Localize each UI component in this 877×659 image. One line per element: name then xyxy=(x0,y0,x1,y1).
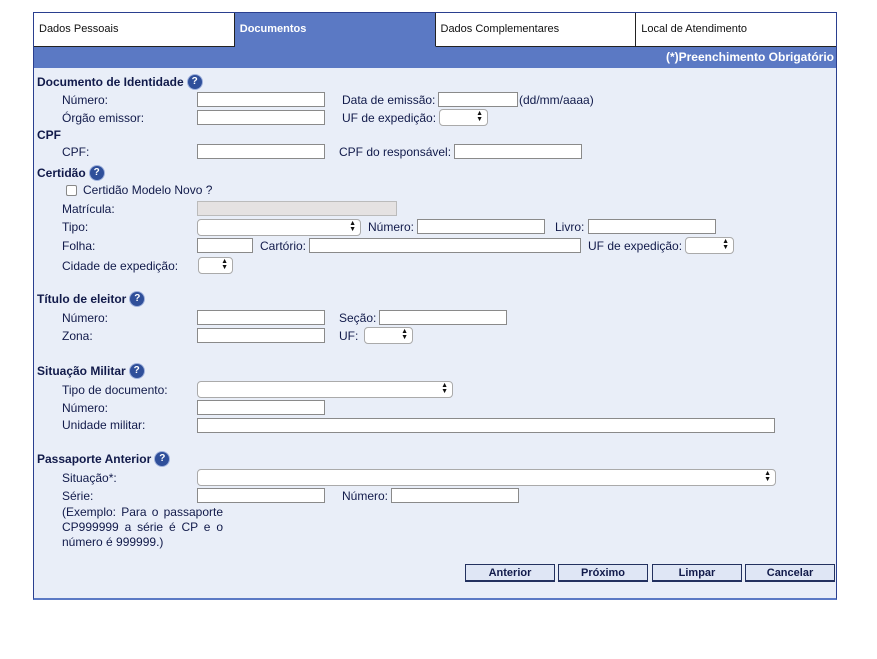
select-arrows-icon: ▲ ▼ xyxy=(764,470,771,483)
section-militar-label: Situação Militar xyxy=(37,364,126,378)
select-arrows-icon: ▲ ▼ xyxy=(401,328,408,341)
help-icon[interactable]: ? xyxy=(188,75,202,89)
limpar-button[interactable]: Limpar xyxy=(652,564,742,582)
situacao-select[interactable] xyxy=(197,469,776,486)
tab-bar xyxy=(34,13,836,47)
section-cpf-title: CPF xyxy=(37,128,61,142)
certidao-numero-input[interactable] xyxy=(417,219,545,234)
certidao-modelo-novo-checkbox[interactable] xyxy=(66,185,77,196)
cpf-responsavel-label: CPF do responsável: xyxy=(339,145,452,159)
certidao-tipo-select[interactable] xyxy=(197,219,361,236)
cartorio-label: Cartório: xyxy=(260,239,307,253)
select-arrows-icon: ▲ ▼ xyxy=(349,220,356,233)
anterior-button[interactable]: Anterior xyxy=(465,564,555,582)
serie-input[interactable] xyxy=(197,488,325,503)
data-emissao-input[interactable] xyxy=(438,92,518,107)
select-arrows-icon: ▲ ▼ xyxy=(441,382,448,395)
cidade-expedicao-label: Cidade de expedição: xyxy=(62,259,179,273)
titulo-numero-label: Número: xyxy=(62,311,109,325)
tipo-documento-label: Tipo de documento: xyxy=(62,383,168,397)
cpf-label: CPF: xyxy=(62,145,90,159)
identidade-uf-select[interactable] xyxy=(439,109,488,126)
proximo-button[interactable]: Próximo xyxy=(558,564,648,582)
section-passaporte-label: Passaporte Anterior xyxy=(37,452,152,466)
militar-numero-label: Número: xyxy=(62,401,109,415)
tab-documentos[interactable]: Documentos xyxy=(235,13,436,47)
identidade-uf-label: UF de expedição: xyxy=(342,111,437,125)
tab-dados-pessoais[interactable]: Dados Pessoais xyxy=(34,13,235,47)
form-panel xyxy=(33,12,837,600)
secao-input[interactable] xyxy=(379,310,507,325)
section-passaporte-title xyxy=(37,452,169,466)
select-arrows-icon: ▲ ▼ xyxy=(722,238,729,251)
militar-numero-input[interactable] xyxy=(197,400,325,415)
data-format-hint: (dd/mm/aaaa) xyxy=(519,93,594,107)
cpf-responsavel-input[interactable] xyxy=(454,144,582,159)
certidao-uf-select[interactable] xyxy=(685,237,734,254)
zona-label: Zona: xyxy=(62,329,93,343)
folha-label: Folha: xyxy=(62,239,96,253)
tab-local-atendimento[interactable]: Local de Atendimento xyxy=(636,13,836,47)
cancelar-button[interactable]: Cancelar xyxy=(745,564,835,582)
tipo-documento-select[interactable] xyxy=(197,381,453,398)
passaporte-numero-input[interactable] xyxy=(391,488,519,503)
titulo-uf-label: UF: xyxy=(339,329,359,343)
zona-input[interactable] xyxy=(197,328,325,343)
titulo-numero-input[interactable] xyxy=(197,310,325,325)
section-identidade-title xyxy=(37,75,202,89)
help-icon[interactable]: ? xyxy=(155,452,169,466)
certidao-numero-label: Número: xyxy=(368,220,415,234)
data-emissao-label: Data de emissão: xyxy=(342,93,436,107)
help-icon[interactable]: ? xyxy=(130,364,144,378)
titulo-uf-select[interactable] xyxy=(364,327,413,344)
section-certidao-label: Certidão xyxy=(37,166,86,180)
passaporte-example-note: (Exemplo: Para o passaporte CP999999 a série é CP e o número é 999999.) xyxy=(62,505,223,549)
certidao-uf-label: UF de expedição: xyxy=(588,239,683,253)
matricula-label: Matrícula: xyxy=(62,202,115,216)
orgao-emissor-input[interactable] xyxy=(197,110,325,125)
cartorio-input[interactable] xyxy=(309,238,581,253)
unidade-militar-label: Unidade militar: xyxy=(62,418,146,432)
identidade-numero-input[interactable] xyxy=(197,92,325,107)
section-titulo-title xyxy=(37,292,144,306)
livro-input[interactable] xyxy=(588,219,716,234)
help-icon[interactable]: ? xyxy=(130,292,144,306)
cpf-input[interactable] xyxy=(197,144,325,159)
unidade-militar-input[interactable] xyxy=(197,418,775,433)
passaporte-numero-label: Número: xyxy=(342,489,389,503)
certidao-modelo-novo-label: Certidão Modelo Novo ? xyxy=(83,183,213,197)
serie-label: Série: xyxy=(62,489,94,503)
orgao-emissor-label: Órgão emissor: xyxy=(62,111,145,125)
select-arrows-icon: ▲ ▼ xyxy=(476,110,483,123)
situacao-label: Situação*: xyxy=(62,471,117,485)
tab-dados-complementares[interactable]: Dados Complementares xyxy=(436,13,637,47)
required-fields-note: (*)Preenchimento Obrigatório xyxy=(34,47,836,68)
certidao-tipo-label: Tipo: xyxy=(62,220,89,234)
section-titulo-label: Título de eleitor xyxy=(37,292,127,306)
folha-input[interactable] xyxy=(197,238,253,253)
secao-label: Seção: xyxy=(339,311,377,325)
section-identidade-label: Documento de Identidade xyxy=(37,75,184,89)
section-militar-title xyxy=(37,364,144,378)
livro-label: Livro: xyxy=(555,220,585,234)
identidade-numero-label: Número: xyxy=(62,93,109,107)
select-arrows-icon: ▲ ▼ xyxy=(221,258,228,271)
help-icon[interactable]: ? xyxy=(90,166,104,180)
cidade-expedicao-select[interactable] xyxy=(198,257,233,274)
section-certidao-title xyxy=(37,166,104,180)
matricula-input xyxy=(197,201,397,216)
